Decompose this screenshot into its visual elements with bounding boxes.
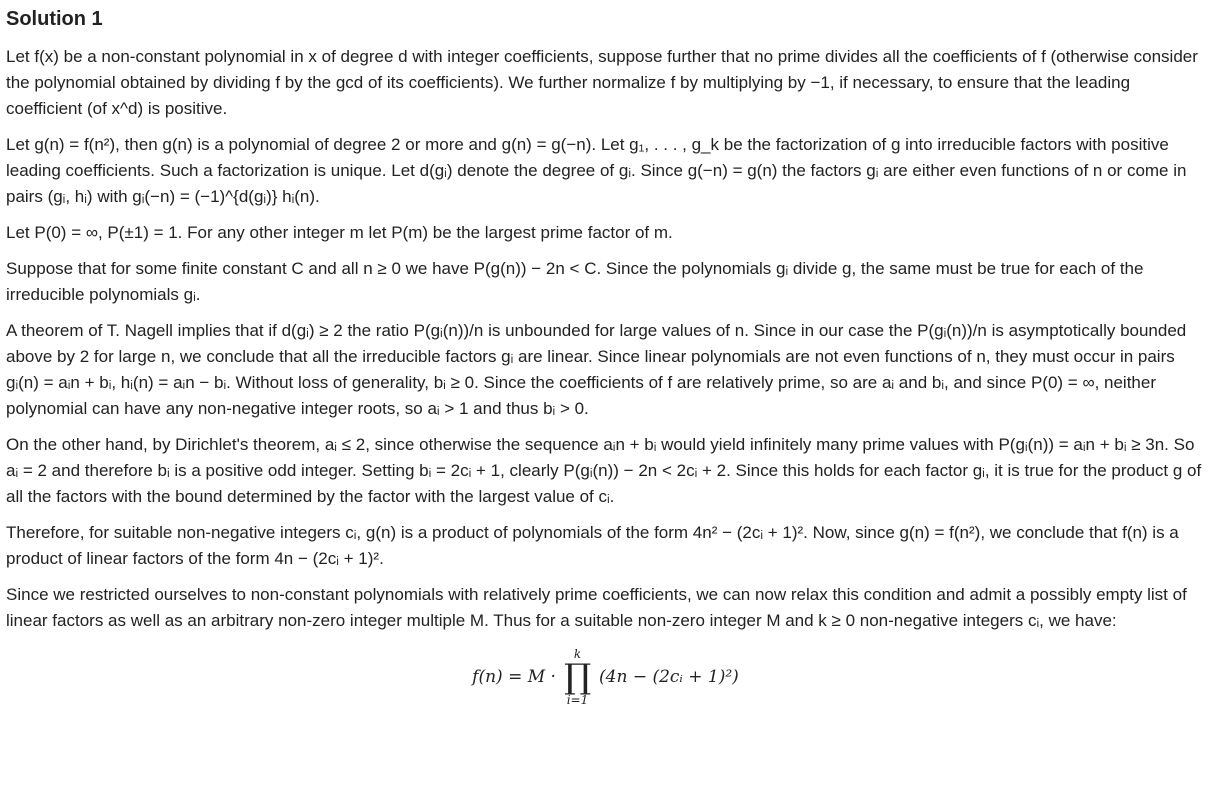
product-symbol: ∏: [563, 657, 592, 697]
equation-lhs: f(n) = M ·: [472, 667, 556, 687]
product-upper-limit: k: [573, 647, 582, 661]
paragraph-2: Let g(n) = f(n²), then g(n) is a polynomial of degree 2 or more and g(n) = g(−n). Let g₁, . . . , g_k be the factorization of g into irreducible factors with positive leading coefficients. Such a factorization is unique. Let d(gᵢ) denote the degree of gᵢ. Since g(−n) = g(n) the factors gᵢ are either even functions of n or come in pairs (gᵢ, hᵢ) with gᵢ(−n) = (−1)^{d(gᵢ)} hᵢ(n).: [6, 135, 1187, 206]
paragraph-7: Therefore, for suitable non-negative integers cᵢ, g(n) is a product of polynomials of the form 4n² − (2cᵢ + 1)². Now, since g(n) = f(n²), we conclude that f(n) is a product of linear factors of the form 4n − (2cᵢ + 1)².: [6, 523, 1179, 568]
paragraph-6: On the other hand, by Dirichlet's theorem, aᵢ ≤ 2, since otherwise the sequence aᵢn + bᵢ would yield infinitely many prime values with P(gᵢ(n)) = aᵢn + bᵢ ≥ 3n. So aᵢ = 2 and therefore bᵢ is a positive odd integer. Setting bᵢ = 2cᵢ + 1, clearly P(gᵢ(n)) − 2n < 2cᵢ + 2. Since this holds for each factor gᵢ, it is true for the product g of all the factors with the bound determined by the factor with the largest value of cᵢ.: [6, 435, 1202, 506]
paragraph-8: Since we restricted ourselves to non-constant polynomials with relatively prime coefficients, we can now relax this condition and admit a possibly empty list of linear factors as well as an arbitrary non-zero integer multiple M. Thus for a suitable non-zero integer M and k ≥ 0 non-negative integers cᵢ, we have:: [6, 585, 1187, 630]
solution-title: Solution 1: [6, 8, 103, 30]
equation-term: (4n − (2cᵢ + 1)²): [599, 667, 739, 687]
paragraph-4: Suppose that for some finite constant C and all n ≥ 0 we have P(g(n)) − 2n < C. Since the polynomials gᵢ divide g, the same must be true for each of the irreducible polynomials gᵢ.: [6, 259, 1144, 304]
paragraph-5: A theorem of T. Nagell implies that if d(gᵢ) ≥ 2 the ratio P(gᵢ(n))/n is unbounded for large values of n. Since in our case the P(gᵢ(n))/n is asymptotically bounded above by 2 for large n, we conclude that all the irreducible factors gᵢ are linear. Since linear polynomials are not even functions of n, they must occur in pairs gᵢ(n) = aᵢn + bᵢ, hᵢ(n) = aᵢn − bᵢ. Without loss of generality, bᵢ ≥ 0. Since the coefficients of f are relatively prime, so are aᵢ and bᵢ, and since P(0) = ∞, neither polynomial can have any non-negative integer roots, so aᵢ > 1 and thus bᵢ > 0.: [6, 321, 1187, 418]
display-equation: [6, 648, 1205, 728]
paragraph-1: Let f(x) be a non-constant polynomial in x of degree d with integer coefficients, suppose further that no prime divides all the coefficients of f (otherwise consider the polynomial obtained by dividing f by the gcd of its coefficients). We further normalize f by multiplying by −1, if necessary, to ensure that the leading coefficient (of x^d) is positive.: [6, 47, 1198, 118]
paragraph-3: Let P(0) = ∞, P(±1) = 1. For any other integer m let P(m) be the largest prime factor of m.: [6, 223, 673, 242]
product-operator: [564, 648, 591, 706]
solution-document: [0, 6, 1211, 728]
product-lower-limit: i=1: [566, 693, 589, 707]
